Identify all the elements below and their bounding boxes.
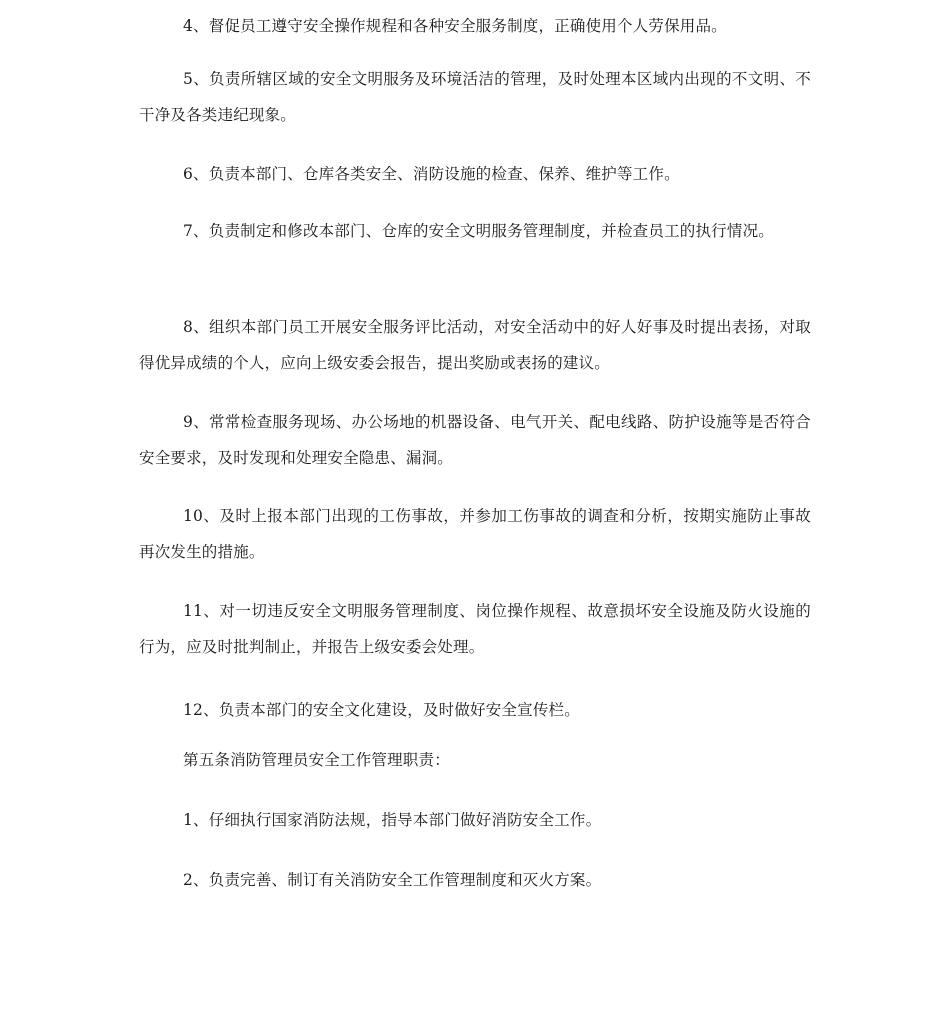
section-heading-article-5: 第五条消防管理员安全工作管理职责： [183, 751, 450, 769]
paragraph-item-5: 5、负责所辖区域的安全文明服务及环境活洁的管理，及时处理本区域内出现的不文明、不干净及各类违纪现象。 [139, 70, 811, 124]
paragraph-item-12: 12、负责本部门的安全文化建设，及时做好安全宣传栏。 [183, 701, 580, 719]
paragraph-item-10: 10、及时上报本部门出现的工伤事故，并参加工伤事故的调查和分析，按期实施防止事故再次发生的措施。 [139, 507, 811, 561]
paragraph-item-8: 8、组织本部门员工开展安全服务评比活动，对安全活动中的好人好事及时提出表扬，对取得优异成绩的个人，应向上级安委会报告，提出奖励或表扬的建议。 [139, 318, 811, 372]
paragraph-item-7: 7、负责制定和修改本部门、仓库的安全文明服务管理制度，并检查员工的执行情况。 [183, 222, 774, 240]
paragraph-item-4: 4、督促员工遵守安全操作规程和各种安全服务制度，正确使用个人劳保用品。 [183, 17, 727, 35]
paragraph-fire-item-1: 1、仔细执行国家消防法规，指导本部门做好消防安全工作。 [183, 811, 602, 829]
paragraph-item-9: 9、常常检查服务现场、办公场地的机器设备、电气开关、配电线路、防护设施等是否符合安全要求，及时发现和处理安全隐患、漏洞。 [139, 413, 811, 467]
paragraph-fire-item-2: 2、负责完善、制订有关消防安全工作管理制度和灭火方案。 [183, 871, 602, 889]
paragraph-item-6: 6、负责本部门、仓库各类安全、消防设施的检查、保养、维护等工作。 [183, 165, 680, 183]
paragraph-item-11: 11、对一切违反安全文明服务管理制度、岗位操作规程、故意损坏安全设施及防火设施的行为，应及时批判制止，并报告上级安委会处理。 [139, 602, 811, 656]
